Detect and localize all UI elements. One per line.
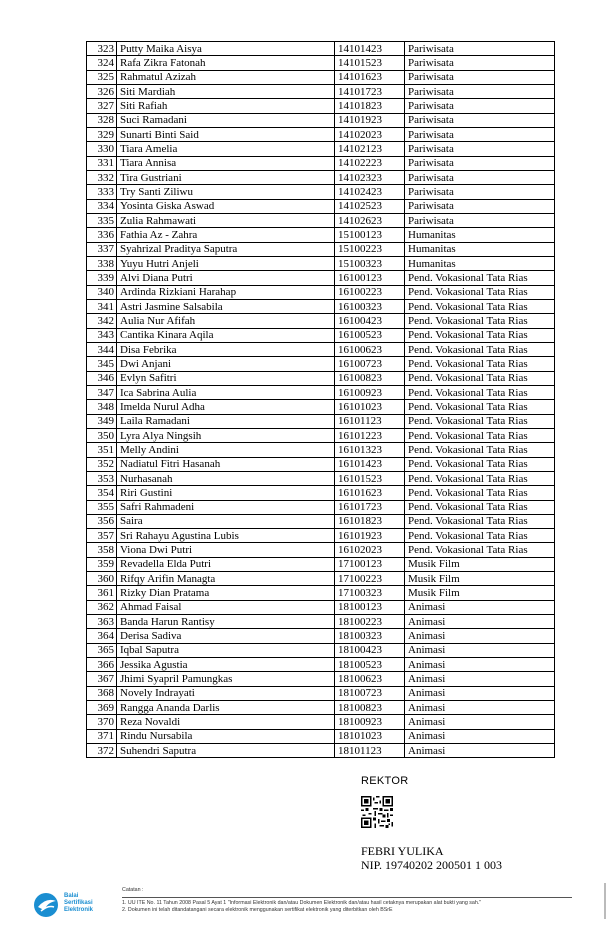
- table-row: [87, 99, 555, 113]
- student-id-cell: 16101223: [335, 428, 405, 442]
- student-name-cell: Dwi Anjani: [117, 357, 335, 371]
- student-id-cell: 14101423: [335, 42, 405, 56]
- row-number-cell: 358: [87, 543, 117, 557]
- student-id-cell: 14101923: [335, 113, 405, 127]
- student-id-cell: 14101723: [335, 84, 405, 98]
- program-cell: Pariwisata: [405, 213, 555, 227]
- row-number-cell: 357: [87, 529, 117, 543]
- row-number-cell: 343: [87, 328, 117, 342]
- row-number-cell: 354: [87, 486, 117, 500]
- program-cell: Pariwisata: [405, 84, 555, 98]
- student-id-cell: 18101023: [335, 729, 405, 743]
- student-name-cell: Aulia Nur Afifah: [117, 314, 335, 328]
- student-name-cell: Astri Jasmine Salsabila: [117, 299, 335, 313]
- student-name-cell: Melly Andini: [117, 443, 335, 457]
- page-edge-marker: [604, 883, 606, 919]
- row-number-cell: 326: [87, 84, 117, 98]
- student-name-cell: Revadella Elda Putri: [117, 557, 335, 571]
- student-name-cell: Viona Dwi Putri: [117, 543, 335, 557]
- table-row: [87, 643, 555, 657]
- student-id-cell: 16101823: [335, 514, 405, 528]
- table-row: [87, 271, 555, 285]
- program-cell: Animasi: [405, 643, 555, 657]
- note-1: 1. UU ITE No. 11 Tahun 2008 Pasal 5 Ayat 1 "Informasi Elektronik dan/atau Dokumen Elektronik dan/atau hasil cetaknya merupakan alat bukti yang sah.": [122, 899, 482, 906]
- student-name-cell: Banda Harun Rantisy: [117, 615, 335, 629]
- student-name-cell: Rizky Dian Pratama: [117, 586, 335, 600]
- program-cell: Animasi: [405, 715, 555, 729]
- program-cell: Pend. Vokasional Tata Rias: [405, 500, 555, 514]
- program-cell: Humanitas: [405, 228, 555, 242]
- table-row: [87, 185, 555, 199]
- row-number-cell: 368: [87, 686, 117, 700]
- row-number-cell: 363: [87, 615, 117, 629]
- student-name-cell: Siti Rafiah: [117, 99, 335, 113]
- row-number-cell: 367: [87, 672, 117, 686]
- table-row: [87, 113, 555, 127]
- table-row: [87, 428, 555, 442]
- student-id-cell: 16101023: [335, 400, 405, 414]
- program-cell: Humanitas: [405, 242, 555, 256]
- student-name-cell: Imelda Nurul Adha: [117, 400, 335, 414]
- student-name-cell: Rifqy Arifin Managta: [117, 572, 335, 586]
- program-cell: Musik Film: [405, 557, 555, 571]
- table-row: [87, 471, 555, 485]
- table-row: [87, 457, 555, 471]
- student-name-cell: Rangga Ananda Darlis: [117, 701, 335, 715]
- table-row: [87, 357, 555, 371]
- row-number-cell: 330: [87, 142, 117, 156]
- row-number-cell: 341: [87, 299, 117, 313]
- footer-notes: [122, 887, 572, 915]
- student-id-cell: 16100523: [335, 328, 405, 342]
- row-number-cell: 332: [87, 170, 117, 184]
- row-number-cell: 369: [87, 701, 117, 715]
- student-id-cell: 14102223: [335, 156, 405, 170]
- student-name-cell: Cantika Kinara Aqila: [117, 328, 335, 342]
- student-name-cell: Rindu Nursabila: [117, 729, 335, 743]
- row-number-cell: 339: [87, 271, 117, 285]
- student-name-cell: Yosinta Giska Aswad: [117, 199, 335, 213]
- table-row: [87, 199, 555, 213]
- student-id-cell: 16100823: [335, 371, 405, 385]
- table-row: [87, 84, 555, 98]
- student-id-cell: 15100123: [335, 228, 405, 242]
- program-cell: Pend. Vokasional Tata Rias: [405, 385, 555, 399]
- row-number-cell: 347: [87, 385, 117, 399]
- program-cell: Pend. Vokasional Tata Rias: [405, 314, 555, 328]
- student-name-cell: Tiara Annisa: [117, 156, 335, 170]
- row-number-cell: 349: [87, 414, 117, 428]
- student-name-cell: Reza Novaldi: [117, 715, 335, 729]
- student-name-cell: Tiara Amelia: [117, 142, 335, 156]
- student-id-cell: 16102023: [335, 543, 405, 557]
- table-row: [87, 170, 555, 184]
- table-row: [87, 342, 555, 356]
- program-cell: Pend. Vokasional Tata Rias: [405, 357, 555, 371]
- row-number-cell: 342: [87, 314, 117, 328]
- row-number-cell: 333: [87, 185, 117, 199]
- student-name-cell: Yuyu Hutri Anjeli: [117, 256, 335, 270]
- note-2: 2. Dokumen ini telah ditandatangani secara elektronik menggunakan sertifikat elektronik yang diterbitkan oleh BSrE: [122, 907, 393, 913]
- footer-divider: [122, 897, 572, 898]
- program-cell: Pariwisata: [405, 127, 555, 141]
- student-name-cell: Zulia Rahmawati: [117, 213, 335, 227]
- signature-block: [361, 774, 408, 788]
- student-name-cell: Rafa Zikra Fatonah: [117, 56, 335, 70]
- student-name-cell: Suhendri Saputra: [117, 744, 335, 758]
- program-cell: Pend. Vokasional Tata Rias: [405, 471, 555, 485]
- student-name-cell: Ica Sabrina Aulia: [117, 385, 335, 399]
- row-number-cell: 362: [87, 600, 117, 614]
- row-number-cell: 334: [87, 199, 117, 213]
- program-cell: Animasi: [405, 686, 555, 700]
- table-row: [87, 371, 555, 385]
- table-row: [87, 156, 555, 170]
- signer-block: [361, 844, 502, 872]
- table-row: [87, 586, 555, 600]
- program-cell: Pend. Vokasional Tata Rias: [405, 443, 555, 457]
- student-id-cell: 18100223: [335, 615, 405, 629]
- table-row: [87, 400, 555, 414]
- row-number-cell: 331: [87, 156, 117, 170]
- row-number-cell: 346: [87, 371, 117, 385]
- student-id-cell: 18100323: [335, 629, 405, 643]
- student-id-cell: 16100423: [335, 314, 405, 328]
- row-number-cell: 361: [87, 586, 117, 600]
- row-number-cell: 352: [87, 457, 117, 471]
- program-cell: Pariwisata: [405, 170, 555, 184]
- program-cell: Humanitas: [405, 256, 555, 270]
- student-id-cell: 16101623: [335, 486, 405, 500]
- program-cell: Pend. Vokasional Tata Rias: [405, 414, 555, 428]
- student-name-cell: Alvi Diana Putri: [117, 271, 335, 285]
- student-name-cell: Novely Indrayati: [117, 686, 335, 700]
- student-id-cell: 18100623: [335, 672, 405, 686]
- student-name-cell: Lyra Alya Ningsih: [117, 428, 335, 442]
- row-number-cell: 353: [87, 471, 117, 485]
- table-row: [87, 500, 555, 514]
- table-row: [87, 701, 555, 715]
- logo-line-2: Sertifikasi: [64, 900, 93, 906]
- student-id-cell: 14102623: [335, 213, 405, 227]
- table-row: [87, 686, 555, 700]
- program-cell: Animasi: [405, 600, 555, 614]
- logo-line-3: Elektronik: [64, 907, 94, 913]
- table-row: [87, 56, 555, 70]
- table-row: [87, 328, 555, 342]
- table-row: [87, 615, 555, 629]
- student-name-cell: Putty Maika Aisya: [117, 42, 335, 56]
- student-id-cell: 14102323: [335, 170, 405, 184]
- student-id-cell: 14102423: [335, 185, 405, 199]
- row-number-cell: 323: [87, 42, 117, 56]
- table-row: [87, 600, 555, 614]
- program-cell: Pariwisata: [405, 70, 555, 84]
- student-name-cell: Evlyn Safitri: [117, 371, 335, 385]
- student-name-cell: Tira Gustriani: [117, 170, 335, 184]
- student-name-cell: Nadiatul Fitri Hasanah: [117, 457, 335, 471]
- table-row: [87, 299, 555, 313]
- program-cell: Pend. Vokasional Tata Rias: [405, 514, 555, 528]
- table-row: [87, 443, 555, 457]
- program-cell: Musik Film: [405, 586, 555, 600]
- student-name-cell: Derisa Sadiva: [117, 629, 335, 643]
- student-name-cell: Syahrizal Praditya Saputra: [117, 242, 335, 256]
- row-number-cell: 344: [87, 342, 117, 356]
- table-row: [87, 744, 555, 758]
- program-cell: Animasi: [405, 729, 555, 743]
- program-cell: Pariwisata: [405, 199, 555, 213]
- row-number-cell: 336: [87, 228, 117, 242]
- notes-label: Catatan :: [122, 887, 144, 893]
- student-name-cell: Nurhasanah: [117, 471, 335, 485]
- student-id-cell: 16101423: [335, 457, 405, 471]
- row-number-cell: 337: [87, 242, 117, 256]
- row-number-cell: 364: [87, 629, 117, 643]
- student-id-cell: 16100123: [335, 271, 405, 285]
- program-cell: Pariwisata: [405, 156, 555, 170]
- student-id-cell: 16101723: [335, 500, 405, 514]
- student-id-cell: 14102123: [335, 142, 405, 156]
- row-number-cell: 350: [87, 428, 117, 442]
- row-number-cell: 328: [87, 113, 117, 127]
- student-id-cell: 18100923: [335, 715, 405, 729]
- student-id-cell: 14102023: [335, 127, 405, 141]
- table-row: [87, 658, 555, 672]
- table-row: [87, 285, 555, 299]
- program-cell: Pariwisata: [405, 56, 555, 70]
- row-number-cell: 359: [87, 557, 117, 571]
- student-name-cell: Sri Rahayu Agustina Lubis: [117, 529, 335, 543]
- student-id-cell: 14101623: [335, 70, 405, 84]
- student-id-cell: 18100823: [335, 701, 405, 715]
- logo-line-1: Balai: [64, 893, 79, 899]
- program-cell: Musik Film: [405, 572, 555, 586]
- student-name-cell: Sunarti Binti Said: [117, 127, 335, 141]
- student-id-cell: 16101523: [335, 471, 405, 485]
- program-cell: Pariwisata: [405, 185, 555, 199]
- program-cell: Pend. Vokasional Tata Rias: [405, 328, 555, 342]
- student-id-cell: 16101923: [335, 529, 405, 543]
- row-number-cell: 345: [87, 357, 117, 371]
- student-list-body: [87, 42, 555, 758]
- row-number-cell: 360: [87, 572, 117, 586]
- student-name-cell: Disa Febrika: [117, 342, 335, 356]
- student-id-cell: 16100323: [335, 299, 405, 313]
- table-row: [87, 142, 555, 156]
- table-row: [87, 557, 555, 571]
- program-cell: Pariwisata: [405, 42, 555, 56]
- program-cell: Animasi: [405, 658, 555, 672]
- program-cell: Pariwisata: [405, 113, 555, 127]
- program-cell: Pend. Vokasional Tata Rias: [405, 486, 555, 500]
- student-id-cell: 16100223: [335, 285, 405, 299]
- student-id-cell: 16100623: [335, 342, 405, 356]
- signer-name: FEBRI YULIKA: [361, 844, 444, 858]
- program-cell: Animasi: [405, 744, 555, 758]
- student-id-cell: 17100223: [335, 572, 405, 586]
- program-cell: Pend. Vokasional Tata Rias: [405, 271, 555, 285]
- table-row: [87, 385, 555, 399]
- row-number-cell: 325: [87, 70, 117, 84]
- student-id-cell: 16100923: [335, 385, 405, 399]
- program-cell: Pend. Vokasional Tata Rias: [405, 285, 555, 299]
- signature-title: REKTOR: [361, 775, 409, 787]
- row-number-cell: 356: [87, 514, 117, 528]
- student-id-cell: 16100723: [335, 357, 405, 371]
- student-name-cell: Suci Ramadani: [117, 113, 335, 127]
- program-cell: Pend. Vokasional Tata Rias: [405, 529, 555, 543]
- table-row: [87, 228, 555, 242]
- student-name-cell: Riri Gustini: [117, 486, 335, 500]
- student-name-cell: Rahmatul Azizah: [117, 70, 335, 84]
- student-id-cell: 14101823: [335, 99, 405, 113]
- qr-code-icon: [361, 796, 393, 828]
- student-id-cell: 14102523: [335, 199, 405, 213]
- table-row: [87, 529, 555, 543]
- table-row: [87, 70, 555, 84]
- student-id-cell: 15100223: [335, 242, 405, 256]
- program-cell: Animasi: [405, 701, 555, 715]
- student-name-cell: Ardinda Rizkiani Harahap: [117, 285, 335, 299]
- row-number-cell: 324: [87, 56, 117, 70]
- student-id-cell: 17100323: [335, 586, 405, 600]
- table-row: [87, 672, 555, 686]
- program-cell: Pend. Vokasional Tata Rias: [405, 428, 555, 442]
- row-number-cell: 335: [87, 213, 117, 227]
- program-cell: Animasi: [405, 629, 555, 643]
- student-name-cell: Iqbal Saputra: [117, 643, 335, 657]
- student-id-cell: 17100123: [335, 557, 405, 571]
- program-cell: Pend. Vokasional Tata Rias: [405, 400, 555, 414]
- program-cell: Pend. Vokasional Tata Rias: [405, 371, 555, 385]
- bsre-logo-text: [64, 893, 93, 914]
- student-name-cell: Jhimi Syapril Pamungkas: [117, 672, 335, 686]
- student-name-cell: Saira: [117, 514, 335, 528]
- program-cell: Pend. Vokasional Tata Rias: [405, 342, 555, 356]
- student-name-cell: Try Santi Ziliwu: [117, 185, 335, 199]
- student-name-cell: Fathia Az - Zahra: [117, 228, 335, 242]
- student-id-cell: 18100523: [335, 658, 405, 672]
- row-number-cell: 355: [87, 500, 117, 514]
- student-name-cell: Laila Ramadani: [117, 414, 335, 428]
- row-number-cell: 329: [87, 127, 117, 141]
- table-row: [87, 414, 555, 428]
- table-row: [87, 127, 555, 141]
- program-cell: Pend. Vokasional Tata Rias: [405, 457, 555, 471]
- row-number-cell: 327: [87, 99, 117, 113]
- program-cell: Pariwisata: [405, 142, 555, 156]
- table-row: [87, 486, 555, 500]
- student-id-cell: 18100123: [335, 600, 405, 614]
- student-name-cell: Ahmad Faisal: [117, 600, 335, 614]
- table-row: [87, 729, 555, 743]
- student-id-cell: 16101323: [335, 443, 405, 457]
- table-row: [87, 715, 555, 729]
- table-row: [87, 314, 555, 328]
- row-number-cell: 370: [87, 715, 117, 729]
- student-id-cell: 14101523: [335, 56, 405, 70]
- table-row: [87, 213, 555, 227]
- table-row: [87, 242, 555, 256]
- student-id-cell: 16101123: [335, 414, 405, 428]
- signer-nip: NIP. 19740202 200501 1 003: [361, 858, 503, 872]
- table-row: [87, 514, 555, 528]
- program-cell: Animasi: [405, 615, 555, 629]
- table-row: [87, 42, 555, 56]
- row-number-cell: 371: [87, 729, 117, 743]
- student-id-cell: 18100423: [335, 643, 405, 657]
- row-number-cell: 338: [87, 256, 117, 270]
- table-row: [87, 572, 555, 586]
- program-cell: Pend. Vokasional Tata Rias: [405, 543, 555, 557]
- program-cell: Animasi: [405, 672, 555, 686]
- student-id-cell: 15100323: [335, 256, 405, 270]
- row-number-cell: 366: [87, 658, 117, 672]
- row-number-cell: 372: [87, 744, 117, 758]
- row-number-cell: 348: [87, 400, 117, 414]
- student-name-cell: Jessika Agustia: [117, 658, 335, 672]
- student-list-table: [86, 41, 555, 758]
- row-number-cell: 351: [87, 443, 117, 457]
- student-name-cell: Siti Mardiah: [117, 84, 335, 98]
- student-id-cell: 18101123: [335, 744, 405, 758]
- program-cell: Pend. Vokasional Tata Rias: [405, 299, 555, 313]
- table-row: [87, 256, 555, 270]
- student-id-cell: 18100723: [335, 686, 405, 700]
- program-cell: Pariwisata: [405, 99, 555, 113]
- table-row: [87, 543, 555, 557]
- table-row: [87, 629, 555, 643]
- student-name-cell: Safri Rahmadeni: [117, 500, 335, 514]
- row-number-cell: 340: [87, 285, 117, 299]
- row-number-cell: 365: [87, 643, 117, 657]
